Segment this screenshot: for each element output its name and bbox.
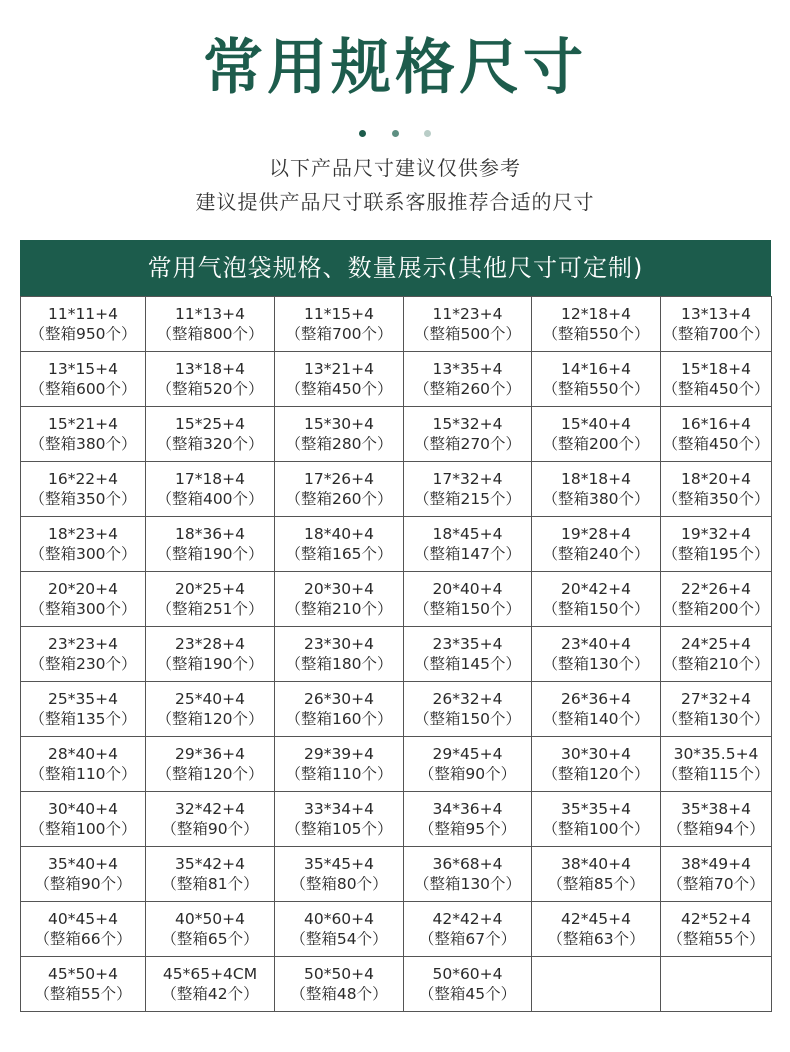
- quantity-label: （整箱800个）: [156, 325, 264, 343]
- quantity-label: （整箱120个）: [156, 765, 264, 783]
- size-cell: [661, 462, 772, 517]
- subtitle-line-1: 以下产品尺寸建议仅供参考: [269, 156, 521, 180]
- size-cell: [532, 847, 661, 902]
- size-cell: [275, 297, 404, 352]
- quantity-label: （整箱48个）: [290, 985, 388, 1003]
- size-label: 38*49+4: [680, 855, 752, 873]
- size-label: 40*50+4: [174, 910, 246, 928]
- quantity-label: （整箱380个）: [29, 435, 137, 453]
- size-label: 15*18+4: [680, 360, 752, 378]
- size-cell: [21, 957, 146, 1012]
- size-cell: [661, 792, 772, 847]
- size-label: 16*16+4: [680, 415, 752, 433]
- quantity-label: （整箱140个）: [542, 710, 650, 728]
- size-label: 23*30+4: [303, 635, 375, 653]
- size-label: 13*35+4: [432, 360, 503, 378]
- size-cell: [404, 627, 532, 682]
- quantity-label: （整箱147个）: [413, 545, 522, 563]
- quantity-label: （整箱240个）: [542, 545, 650, 563]
- size-cell: [661, 572, 772, 627]
- size-label: 11*13+4: [174, 305, 246, 323]
- size-label: 26*32+4: [432, 690, 503, 708]
- size-cell: [275, 957, 404, 1012]
- quantity-label: （整箱120个）: [156, 710, 264, 728]
- quantity-label: （整箱450个）: [662, 435, 770, 453]
- size-label: 12*18+4: [560, 305, 632, 323]
- quantity-label: （整箱190个）: [156, 655, 264, 673]
- quantity-label: （整箱130个）: [542, 655, 650, 673]
- quantity-label: （整箱81个）: [161, 875, 259, 893]
- size-label: 42*52+4: [680, 910, 752, 928]
- size-cell: [661, 627, 772, 682]
- quantity-label: （整箱280个）: [285, 435, 393, 453]
- size-label: 35*38+4: [680, 800, 752, 818]
- size-label: 45*50+4: [47, 965, 119, 983]
- quantity-label: （整箱90个）: [34, 875, 132, 893]
- size-label: 15*40+4: [560, 415, 632, 433]
- quantity-label: （整箱54个）: [290, 930, 388, 948]
- size-label: 24*25+4: [680, 635, 752, 653]
- quantity-label: （整箱120个）: [542, 765, 650, 783]
- quantity-label: （整箱350个）: [662, 490, 770, 508]
- quantity-label: （整箱70个）: [667, 875, 765, 893]
- size-cell: [21, 517, 146, 572]
- quantity-label: （整箱600个）: [29, 380, 137, 398]
- size-cell: [21, 352, 146, 407]
- quantity-label: （整箱251个）: [156, 600, 264, 618]
- size-label: 13*18+4: [174, 360, 246, 378]
- size-cell: [661, 737, 772, 792]
- quantity-label: （整箱950个）: [29, 325, 137, 343]
- table-row: [21, 902, 772, 957]
- size-label: 23*23+4: [47, 635, 119, 653]
- size-label: 19*28+4: [560, 525, 632, 543]
- size-label: 22*26+4: [680, 580, 752, 598]
- size-cell: [275, 627, 404, 682]
- size-cell: [21, 902, 146, 957]
- table-row: [21, 352, 772, 407]
- size-label: 30*35.5+4: [673, 745, 759, 763]
- size-cell: [661, 297, 772, 352]
- quantity-label: （整箱145个）: [413, 655, 522, 673]
- size-cell: [661, 682, 772, 737]
- quantity-label: （整箱550个）: [542, 380, 650, 398]
- subtitle-line-2: 建议提供产品尺寸联系客服推荐合适的尺寸: [195, 190, 595, 214]
- size-cell: [404, 297, 532, 352]
- quantity-label: （整箱55个）: [667, 930, 765, 948]
- size-label: 15*30+4: [303, 415, 375, 433]
- size-cell: [404, 517, 532, 572]
- size-cell: [532, 517, 661, 572]
- size-label: 20*40+4: [432, 580, 503, 598]
- size-cell: [661, 407, 772, 462]
- size-label: 15*32+4: [432, 415, 503, 433]
- size-label: 15*25+4: [174, 415, 246, 433]
- quantity-label: （整箱150个）: [413, 600, 522, 618]
- quantity-label: （整箱700个）: [285, 325, 393, 343]
- size-cell: [532, 572, 661, 627]
- size-table: [20, 296, 772, 1012]
- size-label: 35*45+4: [303, 855, 375, 873]
- quantity-label: （整箱55个）: [34, 985, 132, 1003]
- quantity-label: （整箱210个）: [662, 655, 770, 673]
- size-label: 17*32+4: [432, 470, 503, 488]
- size-label: 26*30+4: [303, 690, 375, 708]
- size-label: 30*40+4: [47, 800, 119, 818]
- size-cell: [532, 737, 661, 792]
- size-cell: [275, 682, 404, 737]
- size-label: 32*42+4: [174, 800, 246, 818]
- quantity-label: （整箱700个）: [662, 325, 770, 343]
- size-cell: [146, 572, 275, 627]
- quantity-label: （整箱65个）: [161, 930, 259, 948]
- quantity-label: （整箱45个）: [418, 985, 517, 1003]
- quantity-label: （整箱450个）: [662, 380, 770, 398]
- size-cell: [661, 902, 772, 957]
- size-cell: [532, 682, 661, 737]
- size-cell: [532, 627, 661, 682]
- quantity-label: （整箱300个）: [29, 600, 137, 618]
- table-row: [21, 517, 772, 572]
- size-label: 19*32+4: [680, 525, 752, 543]
- size-cell: [21, 737, 146, 792]
- size-label: 18*45+4: [432, 525, 503, 543]
- size-label: 25*40+4: [174, 690, 246, 708]
- size-label: 18*23+4: [47, 525, 119, 543]
- size-label: 23*40+4: [560, 635, 632, 653]
- size-cell: [661, 517, 772, 572]
- size-cell: [532, 462, 661, 517]
- size-cell: [404, 957, 532, 1012]
- size-label: 17*18+4: [174, 470, 246, 488]
- table-row: [21, 297, 772, 352]
- size-label: 29*36+4: [174, 745, 246, 763]
- size-cell: [275, 572, 404, 627]
- quantity-label: （整箱270个）: [413, 435, 522, 453]
- quantity-label: （整箱195个）: [662, 545, 770, 563]
- size-cell: [146, 682, 275, 737]
- size-cell: [146, 792, 275, 847]
- table-row: [21, 847, 772, 902]
- quantity-label: （整箱66个）: [34, 930, 132, 948]
- size-cell: [146, 462, 275, 517]
- quantity-label: （整箱150个）: [413, 710, 522, 728]
- size-label: 27*32+4: [680, 690, 752, 708]
- size-label: 13*21+4: [303, 360, 375, 378]
- dot-icon: [359, 130, 366, 137]
- size-cell: [275, 737, 404, 792]
- size-label: 42*45+4: [560, 910, 632, 928]
- size-cell: [532, 902, 661, 957]
- size-cell: [146, 517, 275, 572]
- size-label: 20*42+4: [560, 580, 632, 598]
- quantity-label: （整箱160个）: [285, 710, 393, 728]
- quantity-label: （整箱450个）: [285, 380, 393, 398]
- quantity-label: （整箱180个）: [285, 655, 393, 673]
- quantity-label: （整箱190个）: [156, 545, 264, 563]
- table-row: [21, 682, 772, 737]
- quantity-label: （整箱110个）: [285, 765, 393, 783]
- quantity-label: （整箱400个）: [156, 490, 264, 508]
- quantity-label: （整箱215个）: [413, 490, 522, 508]
- size-cell: [532, 792, 661, 847]
- size-cell: [275, 792, 404, 847]
- size-label: 33*34+4: [303, 800, 375, 818]
- size-cell: [21, 792, 146, 847]
- size-label: 18*40+4: [303, 525, 375, 543]
- quantity-label: （整箱42个）: [161, 985, 259, 1003]
- page-title: 常用规格尺寸: [203, 33, 587, 103]
- size-cell: [21, 682, 146, 737]
- size-cell: [661, 847, 772, 902]
- size-cell: [404, 902, 532, 957]
- quantity-label: （整箱85个）: [547, 875, 645, 893]
- size-label: 20*25+4: [174, 580, 246, 598]
- size-cell: [275, 462, 404, 517]
- size-cell: [21, 627, 146, 682]
- size-label: 35*40+4: [47, 855, 119, 873]
- size-cell: [404, 847, 532, 902]
- table-row: [21, 462, 772, 517]
- quantity-label: （整箱165个）: [285, 545, 393, 563]
- table-row: [21, 572, 772, 627]
- quantity-label: （整箱63个）: [547, 930, 645, 948]
- table-row: [21, 627, 772, 682]
- size-label: 13*13+4: [680, 305, 752, 323]
- size-cell: [404, 407, 532, 462]
- size-label: 23*28+4: [174, 635, 246, 653]
- quantity-label: （整箱130个）: [662, 710, 770, 728]
- size-cell: [532, 352, 661, 407]
- size-cell: [275, 517, 404, 572]
- quantity-label: （整箱105个）: [285, 820, 393, 838]
- quantity-label: （整箱230个）: [29, 655, 137, 673]
- decorative-dots: [0, 122, 790, 141]
- size-cell: [21, 407, 146, 462]
- size-label: 11*23+4: [432, 305, 503, 323]
- size-label: 35*35+4: [560, 800, 632, 818]
- size-cell: [21, 462, 146, 517]
- size-label: 50*50+4: [303, 965, 375, 983]
- quantity-label: （整箱90个）: [161, 820, 259, 838]
- size-cell: [404, 462, 532, 517]
- quantity-label: （整箱100个）: [542, 820, 650, 838]
- size-cell: [404, 352, 532, 407]
- size-cell: [275, 407, 404, 462]
- size-label: 26*36+4: [560, 690, 632, 708]
- size-cell: [532, 407, 661, 462]
- table-row: [21, 407, 772, 462]
- size-label: 18*18+4: [560, 470, 632, 488]
- size-cell: [275, 902, 404, 957]
- quantity-label: （整箱520个）: [156, 380, 264, 398]
- dot-icon: [392, 130, 399, 137]
- size-cell: [404, 792, 532, 847]
- size-label: 35*42+4: [174, 855, 246, 873]
- size-label: 40*45+4: [47, 910, 119, 928]
- size-cell: [532, 957, 661, 1012]
- size-cell: [146, 407, 275, 462]
- size-label: 13*15+4: [47, 360, 119, 378]
- table-row: [21, 737, 772, 792]
- size-cell: [146, 902, 275, 957]
- size-label: 11*11+4: [47, 305, 119, 323]
- table-row: [21, 957, 772, 1012]
- size-cell: [661, 352, 772, 407]
- quantity-label: （整箱300个）: [29, 545, 137, 563]
- size-cell: [404, 682, 532, 737]
- quantity-label: （整箱150个）: [542, 600, 650, 618]
- table-header: 常用气泡袋规格、数量展示(其他尺寸可定制): [20, 240, 771, 296]
- size-label: 20*30+4: [303, 580, 375, 598]
- size-label: 23*35+4: [432, 635, 503, 653]
- quantity-label: （整箱200个）: [662, 600, 770, 618]
- quantity-label: （整箱90个）: [418, 765, 517, 783]
- size-cell: [275, 847, 404, 902]
- quantity-label: （整箱550个）: [542, 325, 650, 343]
- quantity-label: （整箱135个）: [29, 710, 137, 728]
- quantity-label: （整箱200个）: [542, 435, 650, 453]
- size-label: 17*26+4: [303, 470, 375, 488]
- size-label: 14*16+4: [560, 360, 632, 378]
- size-label: 29*45+4: [432, 745, 503, 763]
- size-label: 50*60+4: [432, 965, 503, 983]
- size-label: 11*15+4: [303, 305, 375, 323]
- size-label: 25*35+4: [47, 690, 119, 708]
- quantity-label: （整箱210个）: [285, 600, 393, 618]
- quantity-label: （整箱100个）: [29, 820, 137, 838]
- size-label: 29*39+4: [303, 745, 375, 763]
- quantity-label: （整箱67个）: [418, 930, 517, 948]
- quantity-label: （整箱350个）: [29, 490, 137, 508]
- table-row: [21, 792, 772, 847]
- quantity-label: （整箱320个）: [156, 435, 264, 453]
- size-label: 20*20+4: [47, 580, 119, 598]
- size-label: 38*40+4: [560, 855, 632, 873]
- size-label: 18*36+4: [174, 525, 246, 543]
- size-cell: [532, 297, 661, 352]
- size-cell: [404, 572, 532, 627]
- size-cell: [146, 297, 275, 352]
- size-cell: [21, 572, 146, 627]
- size-cell: [146, 957, 275, 1012]
- size-cell: [146, 627, 275, 682]
- size-cell: [146, 737, 275, 792]
- size-cell: [275, 352, 404, 407]
- quantity-label: （整箱80个）: [290, 875, 388, 893]
- quantity-label: （整箱500个）: [413, 325, 522, 343]
- size-cell: [661, 957, 772, 1012]
- size-cell: [146, 352, 275, 407]
- quantity-label: （整箱110个）: [29, 765, 137, 783]
- size-label: 42*42+4: [432, 910, 503, 928]
- size-label: 28*40+4: [47, 745, 119, 763]
- size-cell: [404, 737, 532, 792]
- quantity-label: （整箱260个）: [413, 380, 522, 398]
- quantity-label: （整箱94个）: [667, 820, 765, 838]
- size-label: 16*22+4: [47, 470, 119, 488]
- size-label: 18*20+4: [680, 470, 752, 488]
- size-label: 34*36+4: [432, 800, 503, 818]
- quantity-label: （整箱115个）: [662, 765, 770, 783]
- size-label: 36*68+4: [432, 855, 503, 873]
- dot-icon: [424, 130, 431, 137]
- size-label: 15*21+4: [47, 415, 119, 433]
- size-label: 45*65+4CM: [162, 965, 258, 983]
- quantity-label: （整箱130个）: [413, 875, 522, 893]
- size-cell: [21, 847, 146, 902]
- quantity-label: （整箱95个）: [418, 820, 517, 838]
- quantity-label: （整箱260个）: [285, 490, 393, 508]
- size-label: 40*60+4: [303, 910, 375, 928]
- size-cell: [146, 847, 275, 902]
- size-cell: [21, 297, 146, 352]
- quantity-label: （整箱380个）: [542, 490, 650, 508]
- size-label: 30*30+4: [560, 745, 632, 763]
